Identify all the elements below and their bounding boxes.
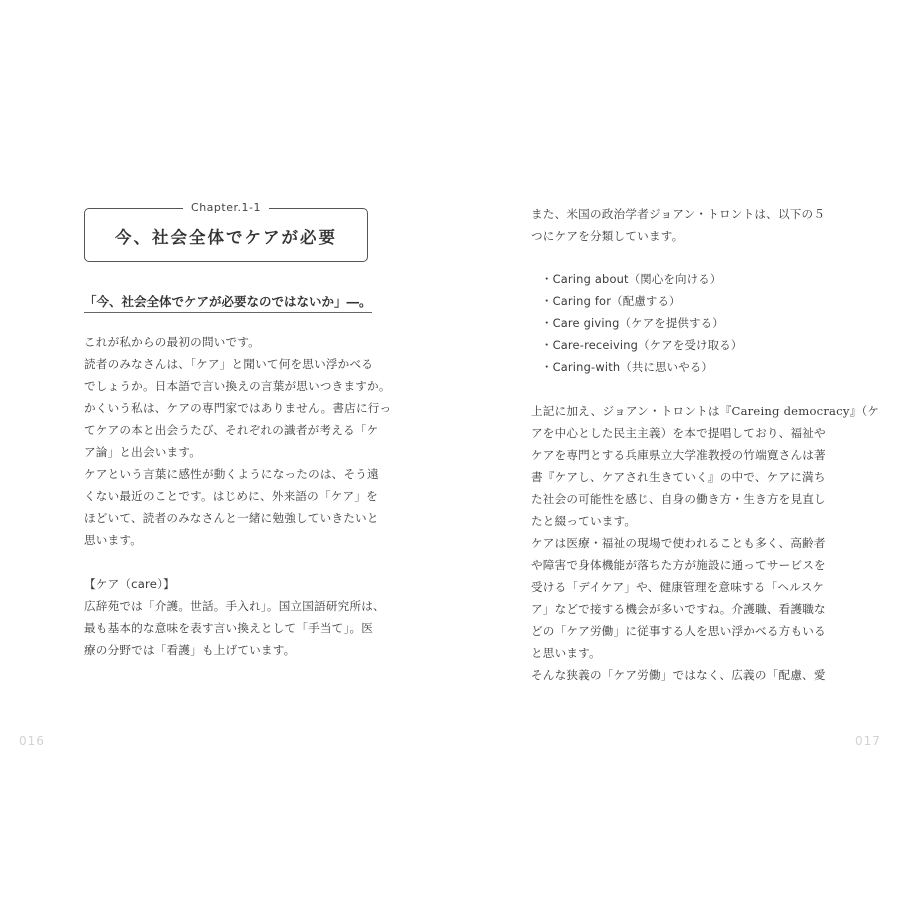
definition-line: 広辞苑では「介護。世話。手入れ」。国立国語研究所は、 — [84, 599, 385, 613]
lead-question: 「今、社会全体でケアが必要なのではないか」―。 — [84, 292, 372, 313]
body-line: た社会の可能性を感じ、自身の働き方・生き方を見直し — [531, 492, 826, 506]
body-line: 受ける「デイケア」や、健康管理を意味する「ヘルスケ — [531, 580, 825, 594]
body-line: ケアは医療・福祉の現場で使われることも多く、高齢者 — [531, 536, 826, 550]
list-item: ・Care giving（ケアを提供する） — [541, 316, 724, 330]
body-line: ア」などで接する機会が多いですね。介護職、看護職な — [531, 602, 826, 616]
left-body-text — [84, 331, 391, 661]
definition-line: 療の分野では「看護」も上げています。 — [84, 643, 296, 657]
body-line: や障害で身体機能が落ちた方が施設に通ってサービスを — [531, 558, 826, 572]
list-item: ・Caring for（配慮する） — [541, 294, 681, 308]
body-line: 読者のみなさんは、「ケア」と聞いて何を思い浮かべる — [84, 357, 374, 371]
body-line: と思います。 — [531, 646, 601, 660]
body-line: たと綴っています。 — [531, 514, 637, 528]
body-line: そんな狭義の「ケア労働」ではなく、広義の「配慮、愛 — [531, 668, 826, 682]
body-line: ケアを専門とする兵庫県立大学准教授の竹端寛さんは著 — [531, 448, 826, 462]
body-line: アを中心とした民主主義）を本で提唱しており、福祉や — [531, 426, 826, 440]
body-line: ア論」と出会います。 — [84, 445, 202, 459]
right-intro-text — [531, 203, 825, 247]
body-line: 書『ケアし、ケアされ生きていく』の中で、ケアに満ち — [531, 470, 826, 484]
body-line: 上記に加え、ジョアン・トロントは『Careing democracy』（ケ — [531, 404, 880, 418]
definition-heading: 【ケア（care）】 — [84, 577, 175, 591]
body-line: 思います。 — [84, 533, 143, 547]
body-line: てケアの本と出会うたび、それぞれの識者が考える「ケ — [84, 423, 379, 437]
intro-line: また、米国の政治学者ジョアン・トロントは、以下の５ — [531, 207, 826, 221]
intro-line: つにケアを分類しています。 — [531, 229, 684, 243]
body-line: どの「ケア労働」に従事する人を思い浮かべる方もいる — [531, 624, 826, 638]
right-body-text — [531, 400, 879, 686]
body-line: かくいう私は、ケアの専門家ではありません。書店に行っ — [84, 401, 392, 415]
body-line: でしょうか。日本語で言い換えの言葉が思いつきますか。 — [84, 379, 391, 393]
paragraph-gap — [84, 551, 391, 573]
chapter-title: 今、社会全体でケアが必要 — [115, 228, 337, 247]
body-line: ほどいて、読者のみなさんと一緒に勉強していきたいと — [84, 511, 379, 525]
chapter-heading-box — [84, 201, 368, 262]
list-item: ・Caring-with（共に思いやる） — [541, 360, 714, 374]
definition-line: 最も基本的な意味を表す言い換えとして「手当て」。医 — [84, 621, 374, 635]
list-item: ・Care-receiving（ケアを受け取る） — [541, 338, 743, 352]
page-number-left: 016 — [19, 734, 45, 748]
body-line: ケアという言葉に感性が動くようになったのは、そう遠 — [84, 467, 379, 481]
list-item: ・Caring about（関心を向ける） — [541, 272, 722, 286]
body-line: これが私からの最初の問いです。 — [84, 335, 260, 349]
page-number-right: 017 — [855, 734, 881, 748]
chapter-label: Chapter.1-1 — [183, 201, 269, 214]
care-types-list — [541, 268, 742, 378]
body-line: くない最近のことです。はじめに、外来語の「ケア」を — [84, 489, 378, 503]
